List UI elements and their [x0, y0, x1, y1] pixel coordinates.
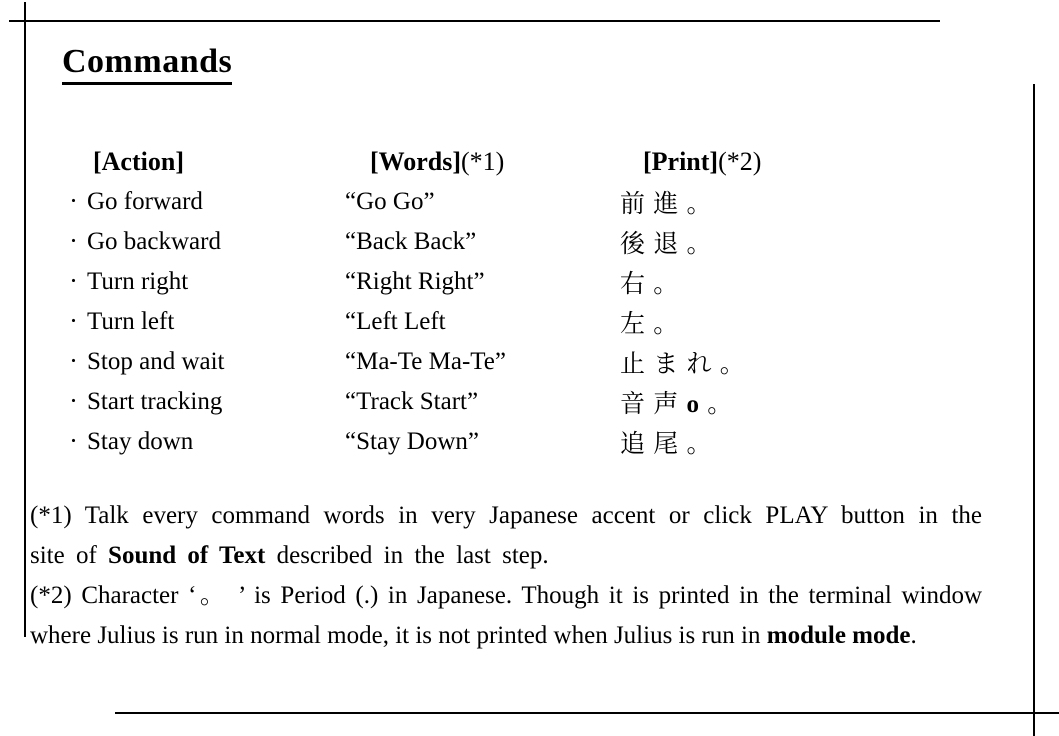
- column-header-print: [620, 147, 761, 177]
- bullet-icon: ・: [65, 312, 82, 331]
- bullet-icon: ・: [65, 232, 82, 251]
- table-body: [65, 182, 761, 462]
- column-header-words: [345, 147, 620, 177]
- action-cell: [65, 188, 345, 216]
- action-cell: [65, 268, 345, 296]
- action-cell: [65, 308, 345, 336]
- print-label: 追 尾 。: [620, 431, 713, 458]
- print-label: 止 ま れ 。: [620, 351, 746, 378]
- action-label: Go forward: [87, 188, 203, 215]
- words-label: “Stay Down”: [345, 428, 479, 455]
- bullet-icon: ・: [65, 432, 82, 451]
- words-label: “Track Start”: [345, 388, 479, 415]
- words-label: “Back Back”: [345, 228, 477, 255]
- table-row: [65, 342, 761, 382]
- column-header-action-label: [Action]: [93, 147, 184, 176]
- cell-border-bottom: [115, 712, 1059, 714]
- print-label: 音 声 o 。: [620, 391, 734, 418]
- action-cell: [65, 388, 345, 416]
- action-label: Stop and wait: [87, 348, 225, 375]
- print-label: 前 進 。: [620, 191, 713, 218]
- page-title: Commands: [62, 42, 232, 85]
- table-row: [65, 302, 761, 342]
- column-header-words-label: [Words]: [370, 147, 461, 176]
- words-label: “Left Left: [345, 308, 446, 335]
- bullet-icon: ・: [65, 192, 82, 211]
- table-header-row: [65, 142, 761, 182]
- words-label: “Ma-Te Ma-Te”: [345, 348, 506, 375]
- cell-border-left: [24, 2, 26, 637]
- action-cell: [65, 348, 345, 376]
- action-label: Start tracking: [87, 388, 223, 415]
- column-header-words-note: (*1): [461, 147, 505, 176]
- footnotes: [30, 496, 982, 656]
- print-label: 右 。: [620, 271, 680, 298]
- table-row: [65, 222, 761, 262]
- table-row: [65, 262, 761, 302]
- column-header-print-note: (*2): [718, 147, 762, 176]
- table-row: [65, 182, 761, 222]
- action-label: Go backward: [87, 228, 221, 255]
- action-label: Turn right: [87, 268, 189, 295]
- print-label: 左 。: [620, 311, 680, 338]
- table-row: [65, 382, 761, 422]
- action-cell: [65, 428, 345, 456]
- bullet-icon: ・: [65, 352, 82, 371]
- cell-border-right: [1033, 84, 1035, 736]
- bullet-icon: ・: [65, 392, 82, 411]
- footnote-2: (*2) Character ‘。 ’ is Period (.) in Japanese. Though it is printed in the terminal window where Julius is run in normal mode, it is not printed when Julius is run in module mode.: [30, 582, 982, 649]
- action-label: Turn left: [87, 308, 175, 335]
- cell-border-top: [9, 20, 940, 22]
- action-label: Stay down: [87, 428, 194, 455]
- column-header-print-label: [Print]: [643, 147, 719, 176]
- bullet-icon: ・: [65, 272, 82, 291]
- table-row: [65, 422, 761, 462]
- action-cell: [65, 228, 345, 256]
- print-label: 後 退 。: [620, 231, 713, 258]
- footnote-1: (*1) Talk every command words in very Japanese accent or click PLAY button in the site of Sound of Text described in the last step.: [30, 502, 982, 569]
- words-label: “Go Go”: [345, 188, 435, 215]
- column-header-action: [65, 147, 345, 177]
- words-label: “Right Right”: [345, 268, 485, 295]
- commands-table: [65, 142, 761, 462]
